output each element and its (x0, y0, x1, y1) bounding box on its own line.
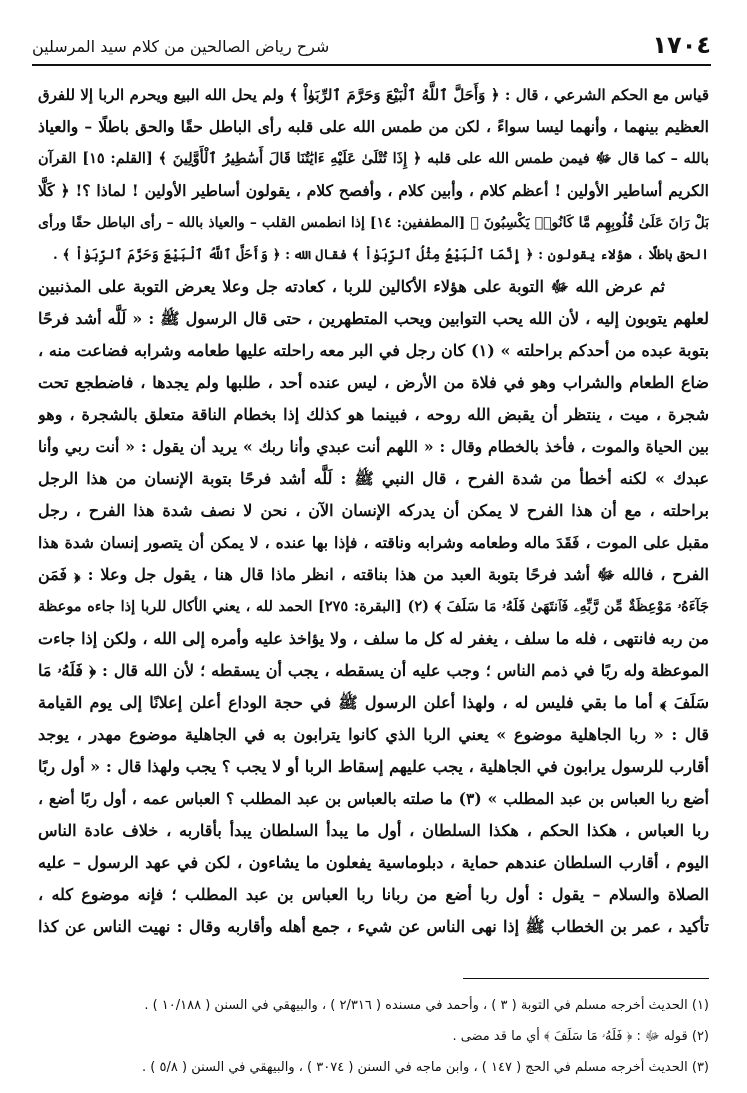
text-line: بتوبة عبده من أحدكم براحلته » (١) كان رجل في البر معه راحلته عليها طعامه وشرابه فضاعت منه ، (38, 341, 709, 360)
text-line: لعلهم يتوبون إليه ، لأن الله يحب التوابين ويحب المتطهرين ، حتى قال الرسول ﷺ : « لَلَّه أشد فرحًا (38, 309, 709, 328)
page-header (32, 30, 711, 66)
text-line: الكريم أساطير الأولين ! أعظم كلام ، وأبين كلام ، وأفصح كلام ، يقولون أساطير الأولين ! لماذا ؟! ﴿ كَلَّا (38, 181, 709, 200)
page-number: ١٧٠٤ (652, 31, 711, 59)
text-line: بين الحياة والموت ، فأخذ بالخطام وقال : « اللهم أنت عبدي وأنا ربك » يريد أن يقول : « أنت ربي وأنا (38, 437, 709, 456)
text-line: مقبل على الموت ، فَقَدَ ماله وطعامه وشرابه وناقته ، فإذا بها عنده ، لا يمكن أن يتصور إنسان شدة هذا (38, 533, 709, 552)
footnote-2: (٢) قوله ﷻ : ﴿ فَلَهُۥ مَا سَلَفَ ﴾ أي ما قد مضى . (452, 1029, 709, 1044)
text-line: اليوم ، أقارب السلطان عندهم حماية ، دبلوماسية يفعلون ما يشاءون ، لكن في عهد الرسول – عليه (38, 853, 709, 872)
text-line: ثم عرض الله ﷻ التوبة على هؤلاء الأكالين للربا ، كعادته جل وعلا يعرض التوبة على المذنبين (38, 277, 665, 296)
text-line: الصلاة والسلام – يقول : أول ربا أضع من ربانا ربا العباس بن عبد المطلب ؛ فإنه موضوع كله ، (38, 885, 709, 904)
text-line: الموعظة وله ربًا في ذمم الناس ؛ وجب عليه أن يسقطه ، يجب أن يسقطه ؛ لأن الله قال : ﴿ فَلَهُۥ مَا (38, 661, 709, 680)
text-line: عبدك » لكنه أخطأ من شدة الفرح ، قال النبي ﷺ : لَلَّه أشد فرحًا بتوبة الإنسان من هذا الرجل (38, 469, 709, 488)
text-line: تأكيد ، عمر بن الخطاب ﷺ إذا نهى الناس عن شيء ، جمع أهله وأقاربه وقال : نهيت الناس عن كذا (38, 917, 709, 936)
footnote-1: (١) الحديث أخرجه مسلم في التوبة ( ٣ ) ، وأحمد في مسنده ( ٢/٣١٦ ) ، والبيهقي في السنن ( ١٠/١٨٨ ) . (144, 998, 709, 1013)
footnotes (38, 990, 709, 1083)
footnote-divider (463, 978, 709, 979)
text-line: الفرح ، فالله ﷻ أشد فرحًا بتوبة العبد من هذا بناقته ، انظر ماذا قال هنا ، يقول جل وعلا : ﴿ فَمَن (38, 565, 709, 584)
text-line: بالله – كما قال ﷻ فيمن طمس الله على قلبه ﴿ إِذَا تُتْلَىٰ عَلَيْهِ ءَايَٰتُنَا قَالَ أَسَٰطِيرُ ٱلْأَوَّلِينَ ﴾ [القلم: ١٥] القرآن (38, 150, 709, 167)
text-line: بَلْ رَانَ عَلَىٰ قُلُوبِهِم مَّا كَانُوا۟ يَكْسِبُونَ ﴾ [المطففين: ١٤] إذا انطمس القلب – والعياذ بالله – رأى الباطل حقًا ورأى (38, 215, 709, 231)
text-line: سَلَفَ ﴾ أما ما بقي فليس له ، ولهذا أعلن الرسول ﷺ في حجة الوداع أعلن إعلانًا إلى يوم القيامة (38, 693, 709, 712)
text-line: العظيم بينهما ، وأنهما ليسا سواءً ، لكن من طمس الله على قلبه رأى الباطل حقًا والحق باطلًا – والعياذ (38, 117, 709, 136)
text-line: براحلته ، مع أن هذا الفرح لا يمكن أن يدركه الإنسان الآن ، نحن لا نصف شدة هذا الفرح ، رجل (38, 501, 709, 520)
footnote-3: (٣) الحديث أخرجه مسلم في الحج ( ١٤٧ ) ، وابن ماجه في السنن ( ٣٠٧٤ ) ، والبيهقي في السنن ( ٥/٨ ) . (142, 1060, 709, 1075)
text-line: أضع ربا العباس بن عبد المطلب » (٣) ما صلته بالعباس بن عبد المطلب ؟ العباس عمه ، أول ربًا أضع ، (38, 789, 709, 808)
text-line: قياس مع الحكم الشرعي ، قال : ﴿ وَأَحَلَّ ٱللَّهُ ٱلْبَيْعَ وَحَرَّمَ ٱلرِّبَوٰاْ ﴾ ولم يحل الله البيع ويحرم الربا إلا للفرق (38, 86, 709, 104)
text-line: قال : « ربا الجاهلية موضوع » يعني الربا الذي كانوا يترابون به في الجاهلية موضوع مهدر ، يوجد (38, 725, 709, 744)
text-line: شجرة ، ميت ، ينتظر أن يقبض الله روحه ، فبينما هو كذلك إذا بخطام الناقة متعلق بالشجرة ، وهو (38, 405, 709, 424)
text-line: الحق باطلًا ، هؤلاء يقولون : ﴿ إِنَّمَا ٱلْبَيْعُ مِثْلُ ٱلرِّبَوٰاْ ﴾ فقال الله : ﴿ وَأَحَلَّ ٱللَّهُ ٱلْبَيْعَ وَحَرَّمَ ٱلرِّبَوٰاْ ﴾ . (53, 247, 709, 263)
body-text (38, 79, 709, 967)
text-line: أقارب للرسول يرابون في الجاهلية ، يجب عليهم إسقاط الربا أو لا يجب ؟ يجب ولهذا قال : « أول ربًا (38, 757, 709, 776)
text-line: جَآءَهُۥ مَوْعِظَةٌ مِّن رَّبِّهِۦ فَٱنتَهَىٰ فَلَهُۥ مَا سَلَفَ ﴾ (٢) [البقرة: ٢٧٥] الحمد لله ، يعني الأكال للربا إذا جاءه موعظة (38, 598, 709, 615)
text-line: ضاع الطعام والشراب وهو في فلاة من الأرض ، ليس عنده أحد ، طلبها ولم يجدها ، فاضطجع تحت (38, 373, 709, 392)
running-title: شرح رياض الصالحين من كلام سيد المرسلين (32, 37, 330, 56)
text-line: من ربه فانتهى ، فله ما سلف ، يغفر له كل ما سلف ، ولا يؤاخذ عليه وأمره إلى الله ، ولكن إذا جاءت (38, 629, 709, 648)
text-line: ربا العباس ، هكذا الحكم ، هكذا السلطان ، أول ما يبدأ السلطان يبدأ بأقاربه ، خلاف عادة الناس (38, 821, 709, 840)
